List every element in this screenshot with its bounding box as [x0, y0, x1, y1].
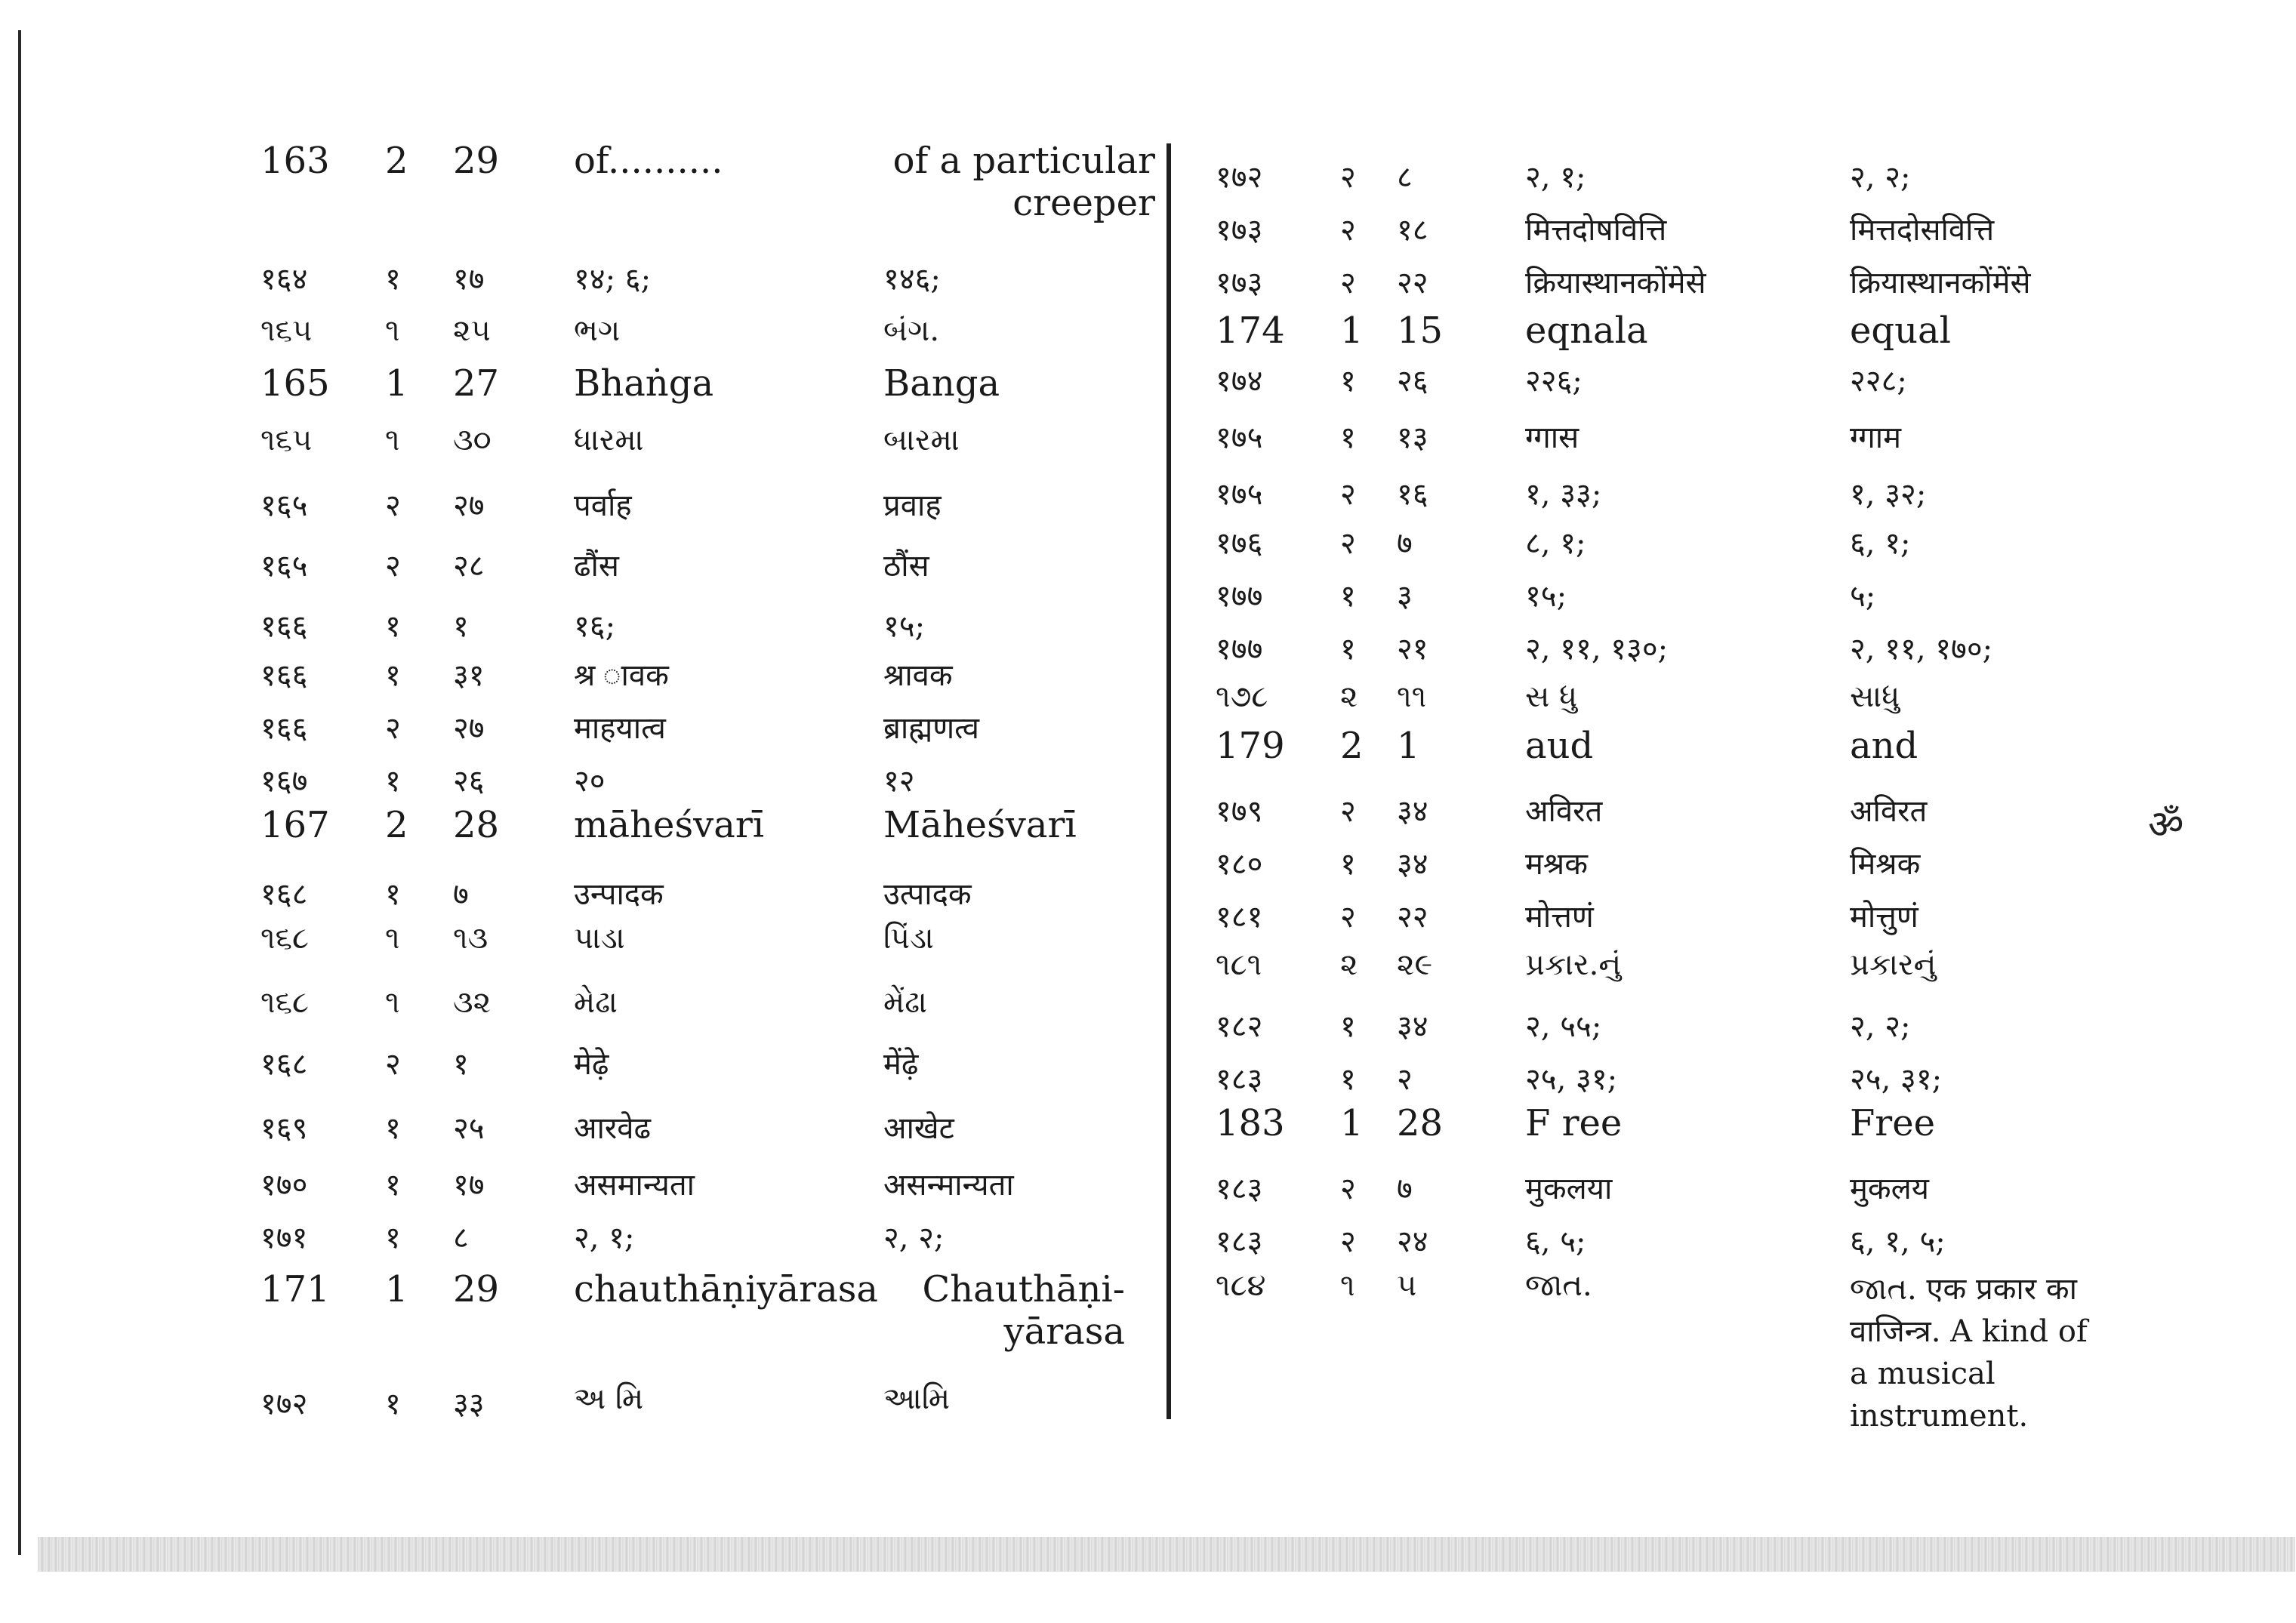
errata-col-cell: ૧: [385, 985, 400, 1020]
errata-col-cell: १: [1340, 632, 1356, 667]
errata-right-cell: and: [1850, 725, 1918, 767]
errata-wrong-cell: २, ५५;: [1525, 1009, 1602, 1044]
errata-col-cell: १: [385, 1168, 401, 1203]
errata-line-cell: ૨૫: [453, 313, 491, 348]
errata-wrong-cell: उन्पादक: [574, 877, 664, 912]
errata-line-cell: ३४: [1397, 847, 1428, 882]
errata-wrong-cell: श्र ावक: [574, 658, 669, 693]
errata-right-cell: Free: [1850, 1102, 1936, 1144]
errata-line-cell: ૩૦: [453, 423, 492, 457]
errata-right-cell: બંગ.: [883, 313, 940, 348]
errata-wrong-cell: मित्तदोषवित्ति: [1525, 213, 1667, 248]
errata-page-cell: १८३: [1216, 1172, 1263, 1206]
errata-col-cell: २: [385, 1047, 401, 1082]
errata-line-cell: ૧૩: [453, 921, 488, 956]
errata-page-cell: १७७: [1216, 579, 1263, 614]
errata-line-cell: २८: [453, 549, 485, 584]
errata-line-cell: 28: [453, 804, 500, 846]
errata-wrong-cell: ધારમા: [574, 423, 644, 457]
errata-col-cell: २: [1340, 526, 1356, 561]
errata-line-cell: ३१: [453, 658, 485, 693]
errata-col-cell: १: [385, 1221, 401, 1255]
errata-right-cell: २, २;: [1850, 1009, 1911, 1044]
marginal-mark: ॐ: [2148, 802, 2184, 848]
column-divider-rule: [1166, 143, 1171, 1419]
errata-line-cell: ૩૨: [453, 985, 492, 1020]
errata-line-cell: २२: [1397, 266, 1428, 300]
errata-wrong-cell: ભગ: [574, 313, 621, 348]
errata-right-cell: १४६;: [883, 262, 941, 297]
errata-right-cell: સાધુ: [1850, 679, 1900, 714]
errata-col-cell: २: [1340, 160, 1356, 195]
errata-page-cell: ૧૮૧: [1216, 947, 1262, 982]
errata-wrong-cell: क्रियास्थानकोंमेसे: [1525, 266, 1706, 300]
errata-right-cell: ग्गाम: [1850, 420, 1902, 455]
errata-line-cell: २४: [1397, 1224, 1428, 1259]
errata-line-cell: ७: [1397, 526, 1413, 561]
errata-col-cell: १: [1340, 579, 1356, 614]
errata-line-cell: ३४: [1397, 1009, 1428, 1044]
errata-wrong-cell: २२६;: [1525, 364, 1583, 399]
errata-right-cell: ब्राह्मणत्व: [883, 711, 979, 746]
errata-col-cell: २: [1340, 1224, 1356, 1259]
errata-right-cell: मुकलय: [1850, 1172, 1929, 1206]
errata-page-cell: १६७: [260, 764, 308, 799]
errata-col-cell: ૧: [385, 921, 400, 956]
errata-right-cell: મેંઢા: [883, 985, 927, 1020]
errata-right-cell: असन्मान्यता: [883, 1168, 1014, 1203]
errata-right-cell: प्रवाह: [883, 488, 942, 523]
errata-col-cell: २: [1340, 213, 1356, 248]
errata-wrong-cell: माहयात्व: [574, 711, 666, 746]
errata-right-cell: Māheśvarī: [883, 804, 1077, 846]
errata-page-cell: १८२: [1216, 1009, 1263, 1044]
errata-wrong-cell: ६, ५;: [1525, 1224, 1586, 1259]
errata-line-cell: 1: [1397, 725, 1420, 767]
errata-col-cell: १: [1340, 1062, 1356, 1097]
errata-right-cell: उत्पादक: [883, 877, 972, 912]
errata-col-cell: ૧: [385, 313, 400, 348]
errata-page-cell: १६६: [260, 658, 308, 693]
errata-page-cell: १६८: [260, 877, 308, 912]
errata-wrong-cell: eqnala: [1525, 310, 1648, 352]
errata-wrong-cell: मुकलया: [1525, 1172, 1613, 1206]
errata-right-cell: मोत्तुणं: [1850, 900, 1918, 935]
scan-bottom-edge: [38, 1537, 2295, 1572]
errata-page-cell: १७५: [1216, 477, 1263, 512]
errata-col-cell: १: [385, 1387, 401, 1421]
errata-wrong-cell: मोत्तणं: [1525, 900, 1594, 935]
errata-page-cell: १७७: [1216, 632, 1263, 667]
errata-right-cell: २२८;: [1850, 364, 1907, 399]
errata-col-cell: ૨: [1340, 947, 1358, 982]
errata-wrong-cell: १५;: [1525, 579, 1567, 614]
errata-line-cell: ૧૧: [1397, 679, 1427, 714]
errata-col-cell: २: [385, 711, 401, 746]
errata-line-cell: २६: [453, 764, 485, 799]
errata-line-cell: ३: [1397, 579, 1413, 614]
errata-right-cell: मेंढ़े: [883, 1047, 919, 1082]
errata-right-cell: १२: [883, 764, 915, 799]
errata-right-cell: Banga: [883, 362, 1000, 405]
errata-col-cell: 2: [1340, 725, 1364, 767]
errata-page-cell: १६६: [260, 711, 308, 746]
errata-page-cell: १८३: [1216, 1062, 1263, 1097]
errata-right-cell: श्रावक: [883, 658, 953, 693]
errata-col-cell: 2: [385, 140, 408, 182]
errata-right-cell: १, ३२;: [1850, 477, 1927, 512]
errata-col-cell: १: [385, 609, 401, 644]
errata-wrong-cell: मेढ़े: [574, 1047, 609, 1082]
errata-right-cell: २५, ३१;: [1850, 1062, 1943, 1097]
errata-wrong-cell: મેઢા: [574, 985, 618, 1020]
errata-wrong-cell: સ ધુ: [1525, 679, 1578, 714]
errata-wrong-cell: २, ११, १३०;: [1525, 632, 1669, 667]
errata-page-cell: १७२: [1216, 160, 1263, 195]
errata-wrong-cell: chauthāṇiyārasa: [574, 1268, 878, 1310]
errata-line-cell: १: [453, 1047, 469, 1082]
errata-page-cell: ૧૭૮: [1216, 679, 1268, 714]
errata-col-cell: १: [1340, 847, 1356, 882]
errata-line-cell: १८: [1397, 213, 1428, 248]
errata-page-cell: 183: [1216, 1102, 1285, 1144]
errata-wrong-cell: F ree: [1525, 1102, 1623, 1144]
errata-line-cell: ૫: [1397, 1268, 1417, 1303]
errata-line-cell: २: [1397, 1062, 1413, 1097]
errata-right-cell: equal: [1850, 310, 1952, 352]
errata-right-cell: બારમા: [883, 423, 960, 457]
errata-page-cell: १८३: [1216, 1224, 1263, 1259]
errata-col-cell: २: [1340, 794, 1356, 829]
errata-line-cell: १६: [1397, 477, 1428, 512]
errata-line-cell: 27: [453, 362, 500, 405]
errata-right-cell: १५;: [883, 609, 926, 644]
errata-col-cell: २: [385, 488, 401, 523]
errata-col-cell: 1: [1340, 310, 1364, 352]
errata-page-cell: १७२: [260, 1387, 308, 1421]
errata-page-cell: १७६: [1216, 526, 1263, 561]
errata-right-cell: मित्तदोसवित्ति: [1850, 213, 1995, 248]
errata-page-cell: ૧૬૫: [260, 423, 313, 457]
errata-wrong-cell: २, १;: [1525, 160, 1586, 195]
errata-wrong-cell: अविरत: [1525, 794, 1603, 829]
errata-col-cell: १: [385, 658, 401, 693]
errata-page-cell: १८१: [1216, 900, 1263, 935]
errata-page-cell: ૧૬૫: [260, 313, 313, 348]
errata-line-cell: ७: [453, 877, 469, 912]
errata-page-cell: १६४: [260, 262, 308, 297]
errata-line-cell: १: [453, 609, 469, 644]
errata-wrong-cell: मश्रक: [1525, 847, 1588, 882]
errata-line-cell: १३: [1397, 420, 1428, 455]
errata-page-cell: १६६: [260, 609, 308, 644]
errata-col-cell: ૨: [1340, 679, 1358, 714]
errata-page-cell: १६९: [260, 1111, 308, 1146]
errata-right-cell: જાત. एक प्रकार का वाजिन्त्र. A kind of a musical instrument.: [1850, 1272, 2088, 1434]
errata-wrong-cell: १४; ६;: [574, 262, 652, 297]
errata-right-cell: क्रियास्थानकोंमेंसे: [1850, 266, 2031, 300]
errata-col-cell: १: [385, 1111, 401, 1146]
errata-page-cell: १६५: [260, 549, 308, 584]
errata-line-cell: ३४: [1397, 794, 1428, 829]
errata-col-cell: 2: [385, 804, 408, 846]
errata-wrong-cell: २५, ३१;: [1525, 1062, 1618, 1097]
errata-right-cell: मिश्रक: [1850, 847, 1921, 882]
errata-line-cell: 29: [453, 140, 500, 182]
errata-page-cell: 165: [260, 362, 330, 405]
errata-wrong-cell: māheśvarī: [574, 804, 765, 846]
errata-right-cell: अविरत: [1850, 794, 1928, 829]
errata-right-cell: પ્રકારનું: [1850, 947, 1937, 982]
errata-page-cell: १७५: [1216, 420, 1263, 455]
errata-wrong-cell: અ મિ: [574, 1381, 644, 1416]
errata-line-cell: ७: [1397, 1172, 1413, 1206]
errata-line-cell: ૨૯: [1397, 947, 1433, 982]
errata-col-cell: 1: [385, 362, 408, 405]
errata-col-cell: १: [385, 262, 401, 297]
errata-right-cell: ६, १, ५;: [1850, 1224, 1946, 1259]
errata-line-cell: १७: [453, 1168, 485, 1203]
errata-line-cell: ८: [1397, 160, 1413, 195]
errata-wrong-cell: પાડા: [574, 921, 625, 956]
errata-page-cell: 174: [1216, 310, 1285, 352]
errata-page-cell: 171: [260, 1268, 330, 1310]
page-left-edge-rule: [18, 30, 21, 1555]
errata-line-cell: 15: [1397, 310, 1444, 352]
errata-page-cell: ૧૮૪: [1216, 1268, 1266, 1303]
errata-wrong-cell: ग्गास: [1525, 420, 1579, 455]
errata-page-cell: 163: [260, 140, 330, 182]
errata-col-cell: ૧: [385, 423, 400, 457]
errata-right-cell: આમિ: [883, 1381, 951, 1416]
errata-page-cell: ૧૬૮: [260, 985, 309, 1020]
errata-col-cell: १: [1340, 1009, 1356, 1044]
errata-right-cell: Chauthāṇi- yārasa: [922, 1268, 1125, 1353]
errata-right-cell: of a particular creeper: [892, 140, 1155, 224]
errata-page-cell: ૧૬૮: [260, 921, 309, 956]
errata-wrong-cell: Bhaṅga: [574, 362, 714, 405]
errata-line-cell: २२: [1397, 900, 1428, 935]
errata-line-cell: २७: [453, 488, 485, 523]
errata-right-cell: २, २;: [1850, 160, 1911, 195]
errata-page-cell: १७३: [1216, 213, 1263, 248]
errata-line-cell: २६: [1397, 364, 1428, 399]
errata-wrong-cell: ८, १;: [1525, 526, 1586, 561]
errata-col-cell: १: [1340, 364, 1356, 399]
errata-line-cell: ८: [453, 1221, 469, 1255]
errata-wrong-cell: आरवेढ: [574, 1111, 651, 1146]
errata-col-cell: २: [1340, 1172, 1356, 1206]
errata-wrong-cell: પ્રકાર.નું: [1525, 947, 1622, 982]
errata-wrong-cell: જાત.: [1525, 1268, 1592, 1303]
errata-page-cell: १७३: [1216, 266, 1263, 300]
errata-wrong-cell: aud: [1525, 725, 1594, 767]
errata-line-cell: २१: [1397, 632, 1428, 667]
errata-page-cell: १८०: [1216, 847, 1263, 882]
errata-col-cell: १: [1340, 420, 1356, 455]
errata-page-cell: १७४: [1216, 364, 1263, 399]
errata-col-cell: १: [385, 877, 401, 912]
errata-wrong-cell: २, १;: [574, 1221, 635, 1255]
errata-wrong-cell: १६;: [574, 609, 616, 644]
errata-page-cell: १७०: [260, 1168, 308, 1203]
errata-wrong-cell: पर्वाह: [574, 488, 632, 523]
errata-page-cell: 179: [1216, 725, 1285, 767]
errata-right-cell: ६, १;: [1850, 526, 1911, 561]
errata-right-cell: ठौंस: [883, 549, 929, 584]
errata-col-cell: २: [1340, 900, 1356, 935]
errata-col-cell: 1: [385, 1268, 408, 1310]
errata-right-cell: ५;: [1850, 579, 1876, 614]
errata-right-cell: २, २;: [883, 1221, 945, 1255]
errata-page-cell: १७१: [260, 1221, 308, 1255]
errata-wrong-cell: of..........: [574, 140, 723, 182]
errata-page-cell: 167: [260, 804, 330, 846]
errata-wrong-cell: २०: [574, 764, 606, 799]
errata-col-cell: ૧: [1340, 1268, 1355, 1303]
errata-line-cell: 29: [453, 1268, 500, 1310]
errata-line-cell: १७: [453, 262, 485, 297]
errata-col-cell: २: [1340, 266, 1356, 300]
errata-line-cell: २५: [453, 1111, 485, 1146]
errata-right-cell: પિંડા: [883, 921, 934, 956]
errata-line-cell: 28: [1397, 1102, 1444, 1144]
errata-right-cell: २, ११, १७०;: [1850, 632, 1993, 667]
errata-col-cell: २: [385, 549, 401, 584]
errata-right-cell: आखेट: [883, 1111, 954, 1146]
errata-wrong-cell: ढौंस: [574, 549, 619, 584]
errata-wrong-cell: असमान्यता: [574, 1168, 695, 1203]
errata-wrong-cell: १, ३३;: [1525, 477, 1602, 512]
errata-col-cell: १: [385, 764, 401, 799]
errata-col-cell: 1: [1340, 1102, 1364, 1144]
errata-page-cell: १६५: [260, 488, 308, 523]
errata-line-cell: २७: [453, 711, 485, 746]
errata-line-cell: ३३: [453, 1387, 485, 1421]
errata-page-cell: १६८: [260, 1047, 308, 1082]
errata-col-cell: २: [1340, 477, 1356, 512]
errata-page-cell: १७९: [1216, 794, 1263, 829]
